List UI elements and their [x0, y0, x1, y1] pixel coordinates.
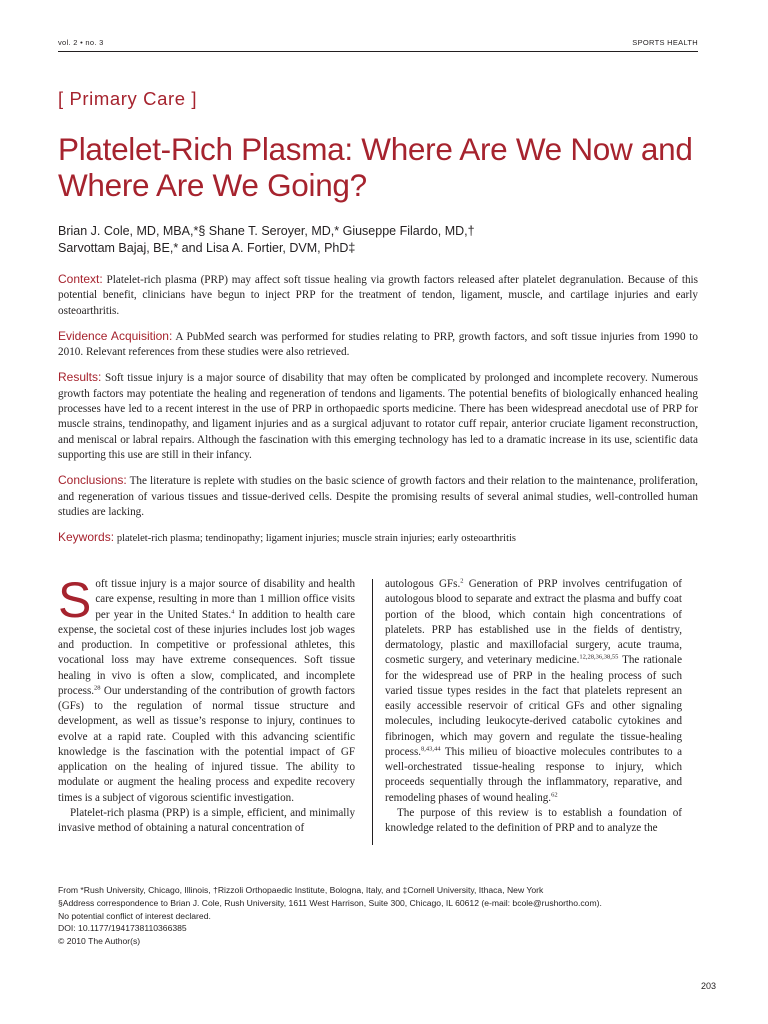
left-column: [58, 572, 355, 836]
prp-continued-paragraph: [385, 577, 682, 806]
abstract: [58, 272, 698, 556]
citation: 8,43,44: [421, 745, 441, 753]
intro-paragraph: [58, 572, 355, 806]
right-column: [385, 577, 682, 836]
drop-cap: S: [58, 572, 92, 628]
body-text-run: Our understanding of the contribution of growth factors (GFs) to the regulation of normal tissue structure and development, as well as tissue’s response to injury, continues to evolve at a rapid rate. Coupled with this advancing scientific knowledge is the fascination with the potential impact of GF application on the healing of injured tissue. The ability to modulate or augment the healing process and expedite recovery times is a subject of vigorous scientific investigation.: [58, 684, 355, 804]
keywords-heading: Keywords:: [58, 530, 115, 545]
correspondence-note: §Address correspondence to Brian J. Cole, Rush University, 1611 West Harrison, Suite 300, Chicago, IL 60612 (e-mail: bcole@rushortho.com).: [58, 897, 602, 908]
body-text-run: oft tissue injury is a major source of disability and health care expense, resulting in more than 1 million office visits per year in the United States.: [95, 578, 355, 621]
results-heading: Results:: [58, 370, 102, 385]
author-list: [58, 223, 698, 257]
purpose-paragraph: The purpose of this review is to establish a foundation of knowledge related to the definition of PRP and to analyze the: [385, 806, 682, 834]
keywords-text: platelet-rich plasma; tendinopathy; ligament injuries; muscle strain injuries; early osteoarthritis: [116, 533, 517, 545]
copyright-note: © 2010 The Author(s): [58, 936, 141, 947]
article-title: Platelet-Rich Plasma: Where Are We Now and Where Are We Going?: [58, 131, 693, 203]
author-line-1: Brian J. Cole, MD, MBA,*§ Shane T. Seroyer, MD,* Giuseppe Filardo, MD,†: [58, 224, 475, 238]
abstract-context: [58, 272, 698, 319]
author-line-2: Sarvottam Bajaj, BE,* and Lisa A. Fortier, DVM, PhD‡: [58, 241, 356, 255]
affiliations-note: From *Rush University, Chicago, Illinois, †Rizzoli Orthopaedic Institute, Bologna, Italy, and ‡Cornell University, Ithaca, New York: [58, 885, 544, 895]
evidence-heading: Evidence Acquisition:: [58, 328, 173, 343]
journal-name: SPORTS HEALTH: [632, 38, 698, 47]
citation: 62: [551, 790, 558, 798]
abstract-conclusions: [58, 473, 698, 520]
section-label: [ Primary Care ]: [58, 88, 198, 109]
doi-note: DOI: 10.1177/1941738110366385: [58, 923, 187, 934]
footnotes: [58, 884, 698, 948]
volume-issue: vol. 2 • no. 3: [58, 38, 104, 47]
conclusions-text: The literature is replete with studies on the basic science of growth factors and their relation to the maintenance, proliferation, and regeneration of various tissues and tissue-derived cells. Despite the promising results of several animal studies, well-controlled human studies are lacking.: [58, 475, 698, 518]
abstract-keywords: [58, 530, 698, 546]
abstract-evidence: [58, 329, 698, 361]
conclusions-heading: Conclusions:: [58, 473, 127, 488]
page-number: 203: [700, 981, 716, 991]
column-divider: [372, 579, 373, 845]
context-heading: Context:: [58, 272, 103, 286]
prp-paragraph: Platelet-rich plasma (PRP) is a simple, efficient, and minimally invasive method of obtaining a natural concentration of: [58, 806, 355, 834]
citation: 28: [94, 684, 101, 692]
citation: 2: [460, 577, 464, 585]
evidence-text: A PubMed search was performed for studies relating to PRP, growth factors, and soft tissue injuries from 1990 to 2010. Relevant references from these studies were also retrieved.: [58, 330, 698, 359]
context-text: Platelet-rich plasma (PRP) may affect soft tissue healing via growth factors released after platelet degranulation. Because of this potential benefit, clinicians have begun to inject PRP for the treatment of tendon, ligament, muscle, and cartilage injuries and early osteoarthritis.: [58, 274, 699, 317]
body-text-run: The rationale for the widespread use of PRP in the healing process of such varied tissue types resides in the fact that platelets represent an easily accessible reservoir of critical GFs and other signaling molecules, including leukocyte-derived catabolic cytokines and fibrinogen, which may govern and regulate the tissue-healing process.: [385, 654, 682, 758]
citation: 12,28,36,38,55: [579, 653, 619, 661]
body-text-run: This milieu of bioactive molecules contributes to a well-orchestrated tissue-healing response to injury, which proceeds sequentially through the inflammatory, reparative, and remodeling phases of wound healing.: [385, 745, 682, 804]
citation: 4: [231, 607, 235, 615]
body-text-run: autologous GFs.: [385, 578, 461, 590]
results-text: Soft tissue injury is a major source of disability that may often be complicated by prolonged and incomplete recovery. Numerous growth factors may potentiate the healing and regeneration of tendons and ligaments. The potential benefits of biologically enhanced healing processes have led to a recent interest in the use of PRP in orthopaedic sports medicine. There has been widespread anecdotal use of PRP for muscle strains, tendinopathy, and ligament injuries and as a surgical adjuvant to rotator cuff repair, anterior cruciate ligament reconstruction, and meniscal or labral repairs. Although the fascination with this emerging technology has led to a dramatic increase in its use, scientific data supporting this use are still in their infancy.: [58, 372, 698, 461]
abstract-results: [58, 370, 698, 463]
conflict-note: No potential conflict of interest declared.: [58, 910, 211, 921]
body-text-run: Generation of PRP involves centrifugation of autologous blood to separate and extract the plasma and buffy coat portion of the blood, which contain high concentrations of platelets. PRP has established use in the fields of dentistry, dermatology, plastic and maxillofacial surgery, acute trauma, cosmetic surgery, and veterinary medicine.: [385, 578, 682, 667]
header-rule: [58, 51, 698, 52]
body-text-run: In addition to health care expense, the societal cost of these injuries includes lost job wages and production. In competitive or professional athletes, this vocational loss may have extreme consequences. Soft tissue healing in vivo is often a slow, complicated, and incomplete process.: [58, 608, 355, 697]
